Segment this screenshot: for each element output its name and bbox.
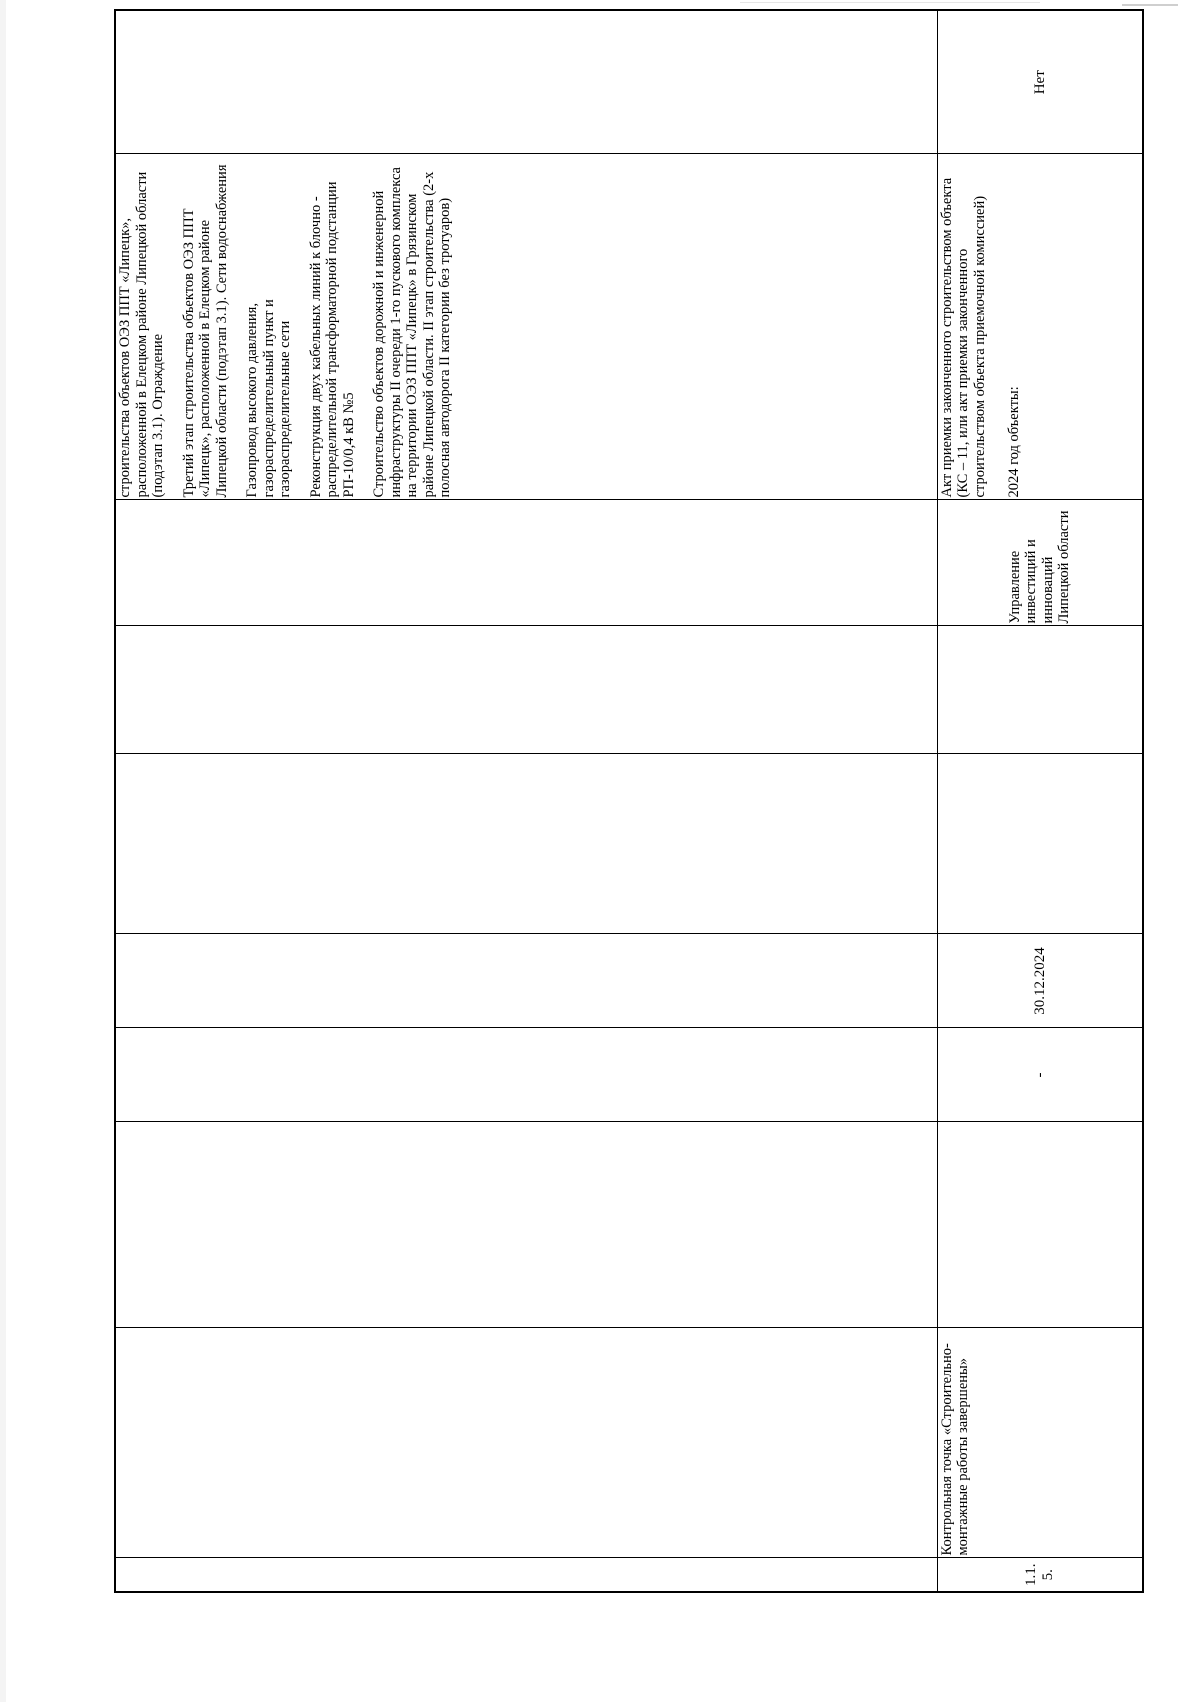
cell-empty-3 — [115, 1122, 937, 1328]
plan-table — [114, 9, 1144, 1593]
cell-empty-3b — [937, 1122, 1143, 1328]
cell-empty-7 — [115, 626, 937, 754]
cell-start-empty — [115, 1028, 937, 1122]
object-item: Третий этап строительства объектов ОЭЗ ППТ «Липецк», расположенной в Елецком районе Липецкой области (подэтап 3.1). Сети водоснабжения — [180, 164, 230, 498]
scan-mark — [1122, 4, 1178, 6]
object-item: Строительство объектов дорожной и инженерной инфраструктуры II очереди 1-го пускового комплекса на территории ОЭЗ ППТ «Липецк» в Грязинском районе Липецкой области. II этап строительства (2-х полосная автодорога II категории без тротуаров) — [371, 167, 453, 498]
cell-document — [937, 154, 1143, 500]
object-item: строительства объектов ОЭЗ ППТ «Липецк», расположенной в Елецком районе Липецкой области (подэтап 3.1). Ограждение — [117, 171, 166, 498]
cell-responsible-empty — [115, 500, 937, 626]
rotated-table — [114, 49, 1142, 1593]
object-item: Газопровод высокого давления, газораспределительный пункт и газораспределительные сети — [244, 299, 293, 498]
cell-end-empty — [115, 934, 937, 1028]
cell-number-empty — [115, 1558, 937, 1592]
cell-end-date: 30.12.2024 — [937, 934, 1143, 1028]
cell-control-point-name: Контрольная точка «Строительно-монтажные работы завершены» — [937, 1328, 1143, 1558]
document-text: Акт приемки законченного строительством объекта (КС – 11, или акт приемки законченного строительством объекта приемочной комиссией) — [938, 177, 988, 498]
cell-empty-10 — [115, 10, 937, 154]
object-item: Реконструкция двух кабельных линий к блочно - распределительной трансформаторной подстанции РП-10/0,4 кВ №5 — [307, 181, 357, 498]
cell-name-empty — [115, 1328, 937, 1558]
cell-number: 1.1.5. — [937, 1558, 1143, 1592]
page-edge — [0, 0, 6, 1702]
cell-info-system: Нет — [937, 10, 1143, 154]
cell-objects-list — [115, 154, 937, 500]
cell-empty-6b — [937, 754, 1143, 934]
document-tail: 2024 год объекты: — [1006, 386, 1022, 498]
scan-mark — [740, 2, 1040, 3]
cell-empty-6 — [115, 754, 937, 934]
cell-empty-7b — [937, 626, 1143, 754]
cell-responsible: Управление инвестиций и инноваций Липецкой области — [937, 500, 1143, 626]
cell-start-date: - — [937, 1028, 1143, 1122]
